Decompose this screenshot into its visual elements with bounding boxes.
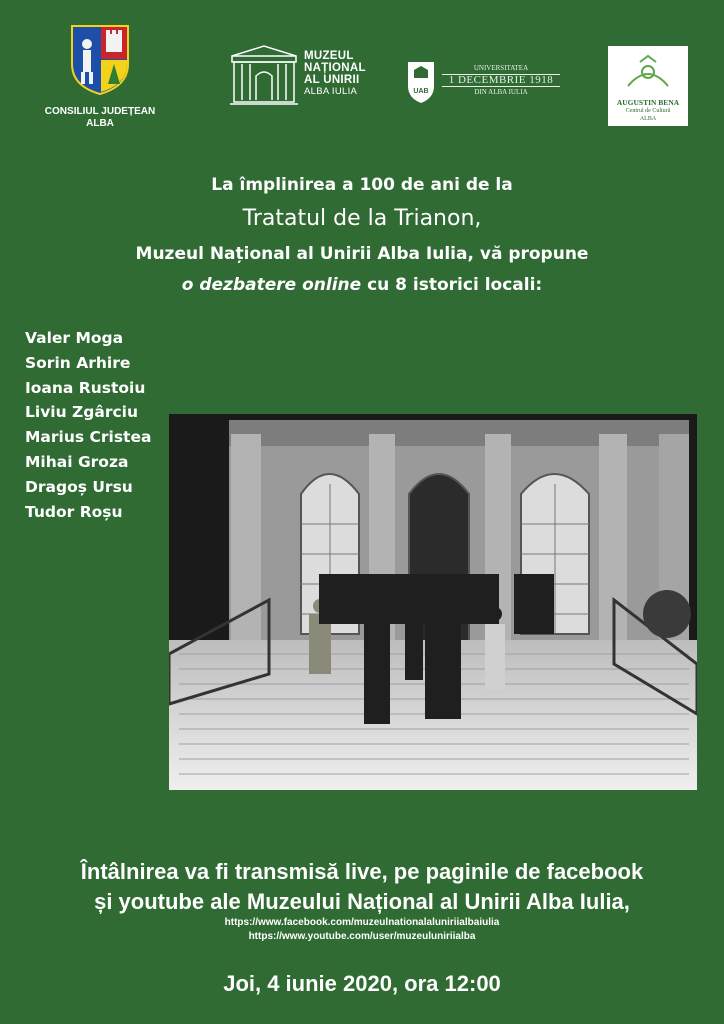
- museum-name-line1: MUZEUL: [304, 50, 354, 62]
- historian-name: Marius Cristea: [25, 428, 152, 447]
- cultural-center-sub1: Centrul de Cultură: [625, 108, 671, 114]
- university-top: UNIVERSITATEA: [473, 64, 529, 72]
- museum-name-line4: ALBA IULIA: [304, 86, 358, 97]
- youtube-link[interactable]: https://www.youtube.com/user/muzeuluniriialba: [248, 931, 476, 942]
- event-date: Joi, 4 iunie 2020, ora 12:00: [223, 971, 501, 996]
- museum-name-line3: AL UNIRII: [304, 74, 360, 86]
- cultural-center-logo-icon: [618, 52, 678, 92]
- historic-photo: [169, 414, 697, 790]
- county-council-label: CONSILIUL JUDEȚEAN ALBA: [44, 106, 156, 129]
- county-council-logo: [40, 24, 160, 130]
- historian-name: Tudor Roșu: [25, 502, 123, 521]
- university-emblem-icon: [406, 58, 436, 104]
- historian-name: Valer Moga: [25, 329, 124, 347]
- heading-online-debate: o dezbatere online: [181, 275, 362, 295]
- university-main: 1 DECEMBRIE 1918: [442, 74, 560, 87]
- heading-line4-rest: cu 8 istorici locali:: [361, 275, 543, 295]
- heading-title: Tratatul de la Trianon,: [242, 206, 482, 231]
- museum-building-icon: [228, 42, 300, 108]
- historian-name: Sorin Arhire: [25, 353, 131, 372]
- museum-name-line2: NAȚIONAL: [304, 62, 366, 74]
- university-logo: [406, 58, 562, 106]
- heading-line1: La împlinirea a 100 de ani de la: [211, 175, 513, 195]
- cultural-center-sub2: ALBA: [639, 116, 657, 122]
- historian-name: Mihai Groza: [25, 452, 129, 471]
- university-bottom: DIN ALBA IULIA: [474, 88, 528, 96]
- heading-line4: [0, 275, 724, 295]
- historian-name: Liviu Zgârciu: [25, 403, 139, 422]
- cultural-center-logo: [608, 46, 688, 126]
- university-badge: UAB: [413, 88, 429, 95]
- trianon-palace-photo: [169, 414, 697, 790]
- broadcast-info-line1: Întâlnirea va fi transmisă live, pe paginile de facebook: [80, 859, 644, 884]
- facebook-link[interactable]: https://www.facebook.com/muzeulnationalaluniriialbaiulia: [224, 917, 500, 928]
- museum-name: [304, 50, 366, 98]
- historian-name: Dragoș Ursu: [25, 477, 133, 496]
- county-coat-of-arms-icon: [70, 24, 130, 96]
- museum-logo: [228, 42, 373, 112]
- broadcast-info-line2: și youtube ale Muzeului Național al Unirii Alba Iulia,: [94, 889, 630, 914]
- historians-list: [25, 326, 151, 524]
- cultural-center-name: AUGUSTIN BENA: [616, 98, 680, 107]
- historian-name: Ioana Rustoiu: [25, 378, 146, 397]
- heading-line3: Muzeul Național al Unirii Alba Iulia, vă propune: [135, 244, 589, 264]
- university-name: [442, 64, 560, 97]
